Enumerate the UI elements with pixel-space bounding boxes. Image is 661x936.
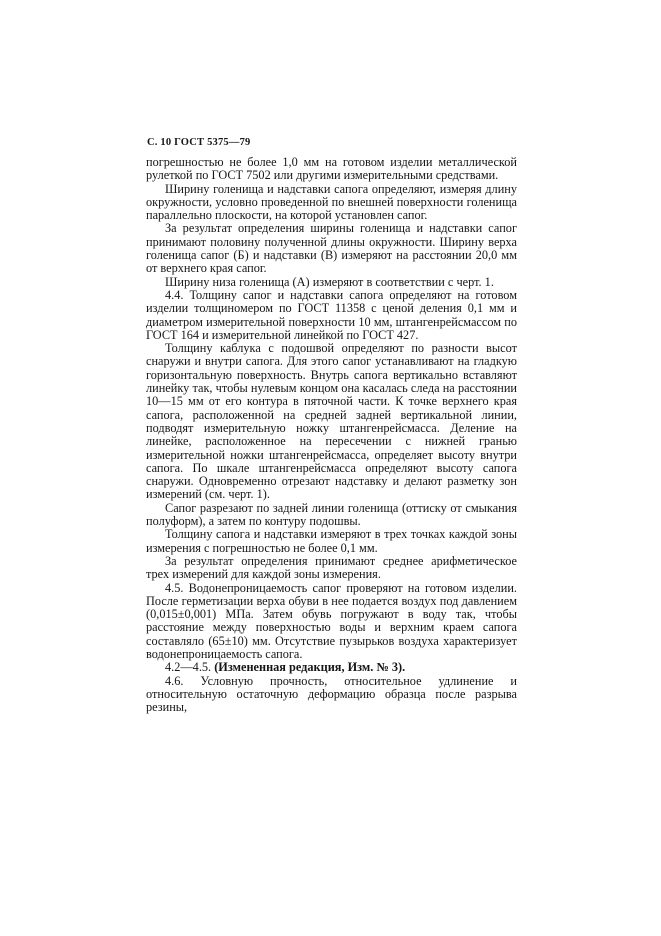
amendment-note: (Измененная редакция, Изм. № 3).	[214, 660, 406, 675]
paragraph-4-5: 4.5. Водонепроницаемость сапог проверяют на готовом изделии. После герметизации верха обуви в нее подается воздух под давлением (0,015±0,001) МПа. Затем обувь погружают в воду так, чтобы расстояние между поверхностью воды и верхним краем сапога составляло (65±10) мм. Отсутствие пузырьков воздуха характеризует водонепроницаемость сапога.	[146, 580, 517, 661]
paragraph-amendment	[146, 661, 517, 674]
paragraph-cutting: Сапог разрезают по задней линии голенища (оттиску от смыкания полуформ), а затем по контуру подошвы.	[146, 500, 517, 529]
page-header: С. 10 ГОСТ 5375—79	[147, 137, 251, 148]
paragraph-4-6: 4.6. Условную прочность, относительное удлинение и относительную остаточную деформацию образца после разрыва резины,	[146, 673, 517, 715]
paragraph-thickness-measure: Толщину сапога и надставки измеряют в трех точках каждой зоны измерения с погрешностью не более 0,1 мм.	[146, 527, 517, 555]
paragraph-width-result: За результат определения ширины голенища и надставки сапог принимают половину полученной длины окружности. Ширину верха голенища сапог (Б) и надставки (В) измеряют на расстоянии 20,0 мм от верхнего края сапог.	[146, 221, 517, 276]
paragraph-shin-bottom: Ширину низа голенища (А) измеряют в соответствии с черт. 1.	[165, 274, 494, 289]
document-body	[146, 156, 517, 714]
paragraph-heel-thickness: Толщину каблука с подошвой определяют по разности высот снаружи и внутри сапога. Для этого сапог устанавливают на гладкую горизонтальную поверхность. Внутрь сапога вертикально вставляют линейку так, чтобы нулевым концом она касалась следа на расстоянии 10—15 мм от его контура в пяточной части. К точке верхнего края сапога, расположенной на средней задней вертикальной линии, подводят измерительную ножку штангенрейсмасса. Деление на линейке, расположенное на пересечении с нижней гранью измерительной ножки штангенрейсмасса, определяет высоту внутри сапога. По шкале штангенрейсмасса определяют высоту сапога снаружи. Одновременно отрезают надставку и делают разметку зон измерений (см. черт. 1).	[146, 341, 517, 502]
paragraph-4-4: 4.4. Толщину сапог и надставки сапога определяют на готовом изделии толщиномером по ГОСТ 11358 с ценой деления 0,1 мм и диаметром измерительной поверхности 10 мм, штангенрейсмассом по ГОСТ 164 и измерительной линейкой по ГОСТ 427.	[146, 287, 517, 342]
paragraph-thickness-result: За результат определения принимают среднее арифметическое трех измерений для каждой зоны измерения.	[146, 553, 517, 582]
paragraph-shin-width: Ширину голенища и надставки сапога определяют, измеряя длину окружности, условно проведенной по внешней поверхности голенища параллельно плоскости, на которой установлен сапог.	[146, 181, 517, 223]
paragraph-continuation: погрешностью не более 1,0 мм на готовом изделии металлической рулеткой по ГОСТ 7502 или другими измерительными средствами.	[146, 155, 517, 183]
amendment-prefix: 4.2—4.5.	[165, 660, 215, 675]
